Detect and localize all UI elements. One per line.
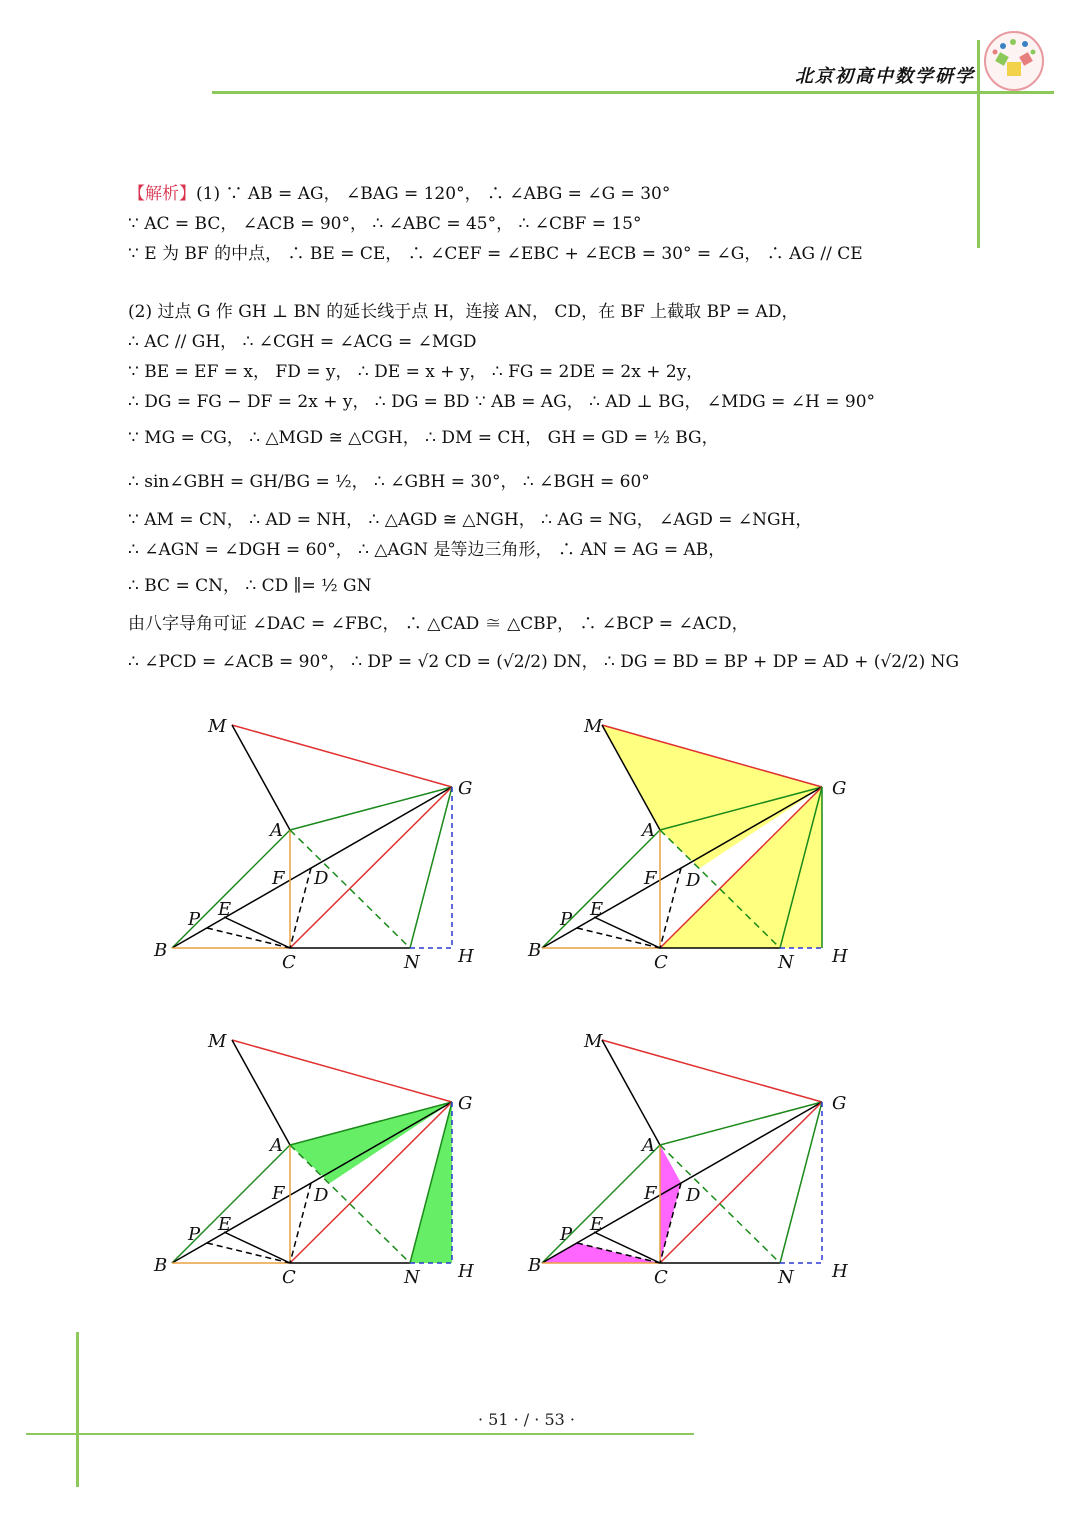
diagram-1 [150,710,490,980]
solution-label: 【解析】 [128,184,196,204]
svg-text:D: D [686,870,701,891]
solution-line-2: ∵ AC = BC， ∠ACB = 90°， ∴ ∠ABC = 45°， ∴ ∠CBF = 15° [128,214,642,234]
svg-text:C: C [282,1267,296,1288]
svg-text:M: M [584,1031,603,1052]
svg-text:E: E [218,1214,232,1235]
svg-text:C: C [654,952,668,973]
solution-line-9: ∴ sin∠GBH = GH/BG = ½， ∴ ∠GBH = 30°， ∴ ∠BGH = 60° [128,472,650,492]
svg-text:H: H [832,946,848,967]
svg-text:G: G [832,1093,847,1114]
svg-text:F: F [272,1183,285,1204]
solution-line-7: ∴ DG = FG − DF = 2x + y， ∴ DG = BD ∵ AB = AG， ∴ AD ⊥ BG， ∠MDG = ∠H = 90° [128,392,876,412]
svg-text:N: N [778,952,794,973]
diagram-4 [520,1025,860,1295]
svg-text:N: N [404,1267,420,1288]
svg-text:C: C [654,1267,668,1288]
diagram-2 [520,710,860,980]
svg-text:N: N [404,952,420,973]
diagram-3 [150,1025,490,1295]
svg-text:F: F [644,1183,657,1204]
svg-text:E: E [590,1214,604,1235]
svg-text:B: B [528,940,542,961]
left-margin-rule [76,1332,79,1487]
solution-line-6: ∵ BE = EF = x， FD = y， ∴ DE = x + y， ∴ FG = 2DE = 2x + 2y， [128,362,704,382]
svg-text:P: P [188,909,201,930]
svg-text:G: G [832,778,847,799]
solution-line-11: ∴ ∠AGN = ∠DGH = 60°， ∴ △AGN 是等边三角形， ∴ AN = AG = AB， [128,540,726,560]
solution-line-12: ∴ BC = CN， ∴ CD ∥= ½ GN [128,576,372,596]
solution-line-13: 由八字导角可证 ∠DAC = ∠FBC， ∴ △CAD ≅ △CBP， ∴ ∠BCP = ∠ACD， [128,614,749,634]
svg-text:D: D [314,868,329,889]
svg-text:B: B [528,1255,542,1276]
svg-text:A: A [642,820,655,841]
svg-text:D: D [686,1185,701,1206]
svg-text:D: D [314,1185,329,1206]
svg-text:P: P [560,909,573,930]
header-rule [212,91,1054,94]
svg-text:A: A [642,1135,655,1156]
svg-text:P: P [560,1224,573,1245]
solution-line-4: (2) 过点 G 作 GH ⊥ BN 的延长线于点 H，连接 AN， CD，在 BF 上截取 BP = AD， [128,302,799,322]
solution-line-5: ∴ AC // GH， ∴ ∠CGH = ∠ACG = ∠MGD [128,332,477,352]
solution-line-3: ∵ E 为 BF 的中点， ∴ BE = CE， ∴ ∠CEF = ∠EBC + ∠ECB = 30° = ∠G， ∴ AG // CE [128,244,863,264]
svg-text:N: N [778,1267,794,1288]
solution-line-8: ∵ MG = CG， ∴ △MGD ≅ △CGH， ∴ DM = CH， GH = GD = ½ BG， [128,428,719,448]
page-number: · 51 · / · 53 · [478,1410,575,1429]
svg-text:H: H [458,1261,474,1282]
solution-line-10: ∵ AM = CN， ∴ AD = NH， ∴ △AGD ≅ △NGH， ∴ AG = NG， ∠AGD = ∠NGH， [128,510,813,530]
svg-text:P: P [188,1224,201,1245]
svg-text:A: A [270,820,283,841]
header-title: 北京初高中数学研学 [795,66,975,87]
solution-line-1: 【解析】(1) ∵ AB = AG， ∠BAG = 120°， ∴ ∠ABG = ∠G = 30° [128,184,671,204]
svg-text:A: A [270,1135,283,1156]
footer-rule [26,1433,694,1435]
svg-text:F: F [644,868,657,889]
svg-text:G: G [458,778,473,799]
svg-text:B: B [154,940,168,961]
right-margin-rule [977,40,980,248]
svg-text:H: H [458,946,474,967]
svg-text:M: M [208,1031,227,1052]
svg-text:B: B [154,1255,168,1276]
svg-text:M: M [208,716,227,737]
svg-text:M: M [584,716,603,737]
svg-text:H: H [832,1261,848,1282]
svg-text:E: E [218,899,232,920]
svg-text:E: E [590,899,604,920]
solution-line-14: ∴ ∠PCD = ∠ACB = 90°， ∴ DP = √2 CD = (√2/2) DN， ∴ DG = BD = BP + DP = AD + (√2/2) NG [128,652,960,672]
svg-text:G: G [458,1093,473,1114]
svg-text:C: C [282,952,296,973]
logo-icon [983,30,1045,92]
svg-text:F: F [272,868,285,889]
